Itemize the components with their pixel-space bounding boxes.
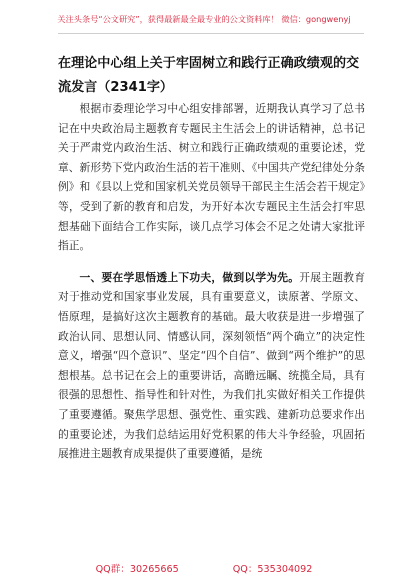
- intro-paragraph: 根据市委理论学习中心组安排部署，近期我认真学习了总书记在中央政治局主题教育专题民主生活会上的讲话精神，总书记关于严肃党内政治生活、树立和践行正确政绩观的重要论述，党章、新形势下党内政治生活的若干准则、《中国共产党纪律处分条例》和《县以上党和国家机关党员领导干部民主生活会若干规定》等，受到了新的教育和启发，为开好本次专题民主生活会打牢思想基础下面结合工作实际，谈几点学习体会不足之处请大家批评指正。: [58, 102, 365, 253]
- document-title: 在理论中心组上关于牢固树立和践行正确政绩观的交流发言（2341字）: [58, 56, 360, 95]
- section-1-text: 开展主题教育对于推动党和国家事业发展，具有重要意义，读原著、学原文、悟原理，是搞好这次主题教育的基础。最大收获是进一步增强了政治认同、思想认同、情感认同，深刻领悟“两个确立”的决定性意义，增强“四个意识”、坚定“四个自信”、做到“两个维护”的思想根基。总书记在会上的重要讲话，高瞻远瞩、统揽全局，具有很强的思想性、指导性和针对性，为我们扎实做好相关工作提供了重要遵循。聚焦学思想、强党性、重实践、建新功总要求作出的重要论述，为我们总结运用好党积累的伟大斗争经验，巩固拓展推进主题教育成果提供了重要遵循，是统: [58, 270, 365, 461]
- section-1-heading: 一、要在学思悟透上下功夫，做到以学为先。: [79, 270, 300, 284]
- section-1-paragraph: [58, 268, 365, 464]
- contact-footer: [0, 561, 408, 575]
- document-body: [58, 99, 365, 464]
- header-divider: [58, 33, 364, 34]
- promo-banner: 关注头条号“公文研究”，获得最新最全最专业的公文资料库！ 微信：gongwenyj: [57, 14, 351, 24]
- qq-group-label: QQ群：30265665: [95, 564, 179, 575]
- qq-contact-label: QQ：535304092: [232, 564, 313, 575]
